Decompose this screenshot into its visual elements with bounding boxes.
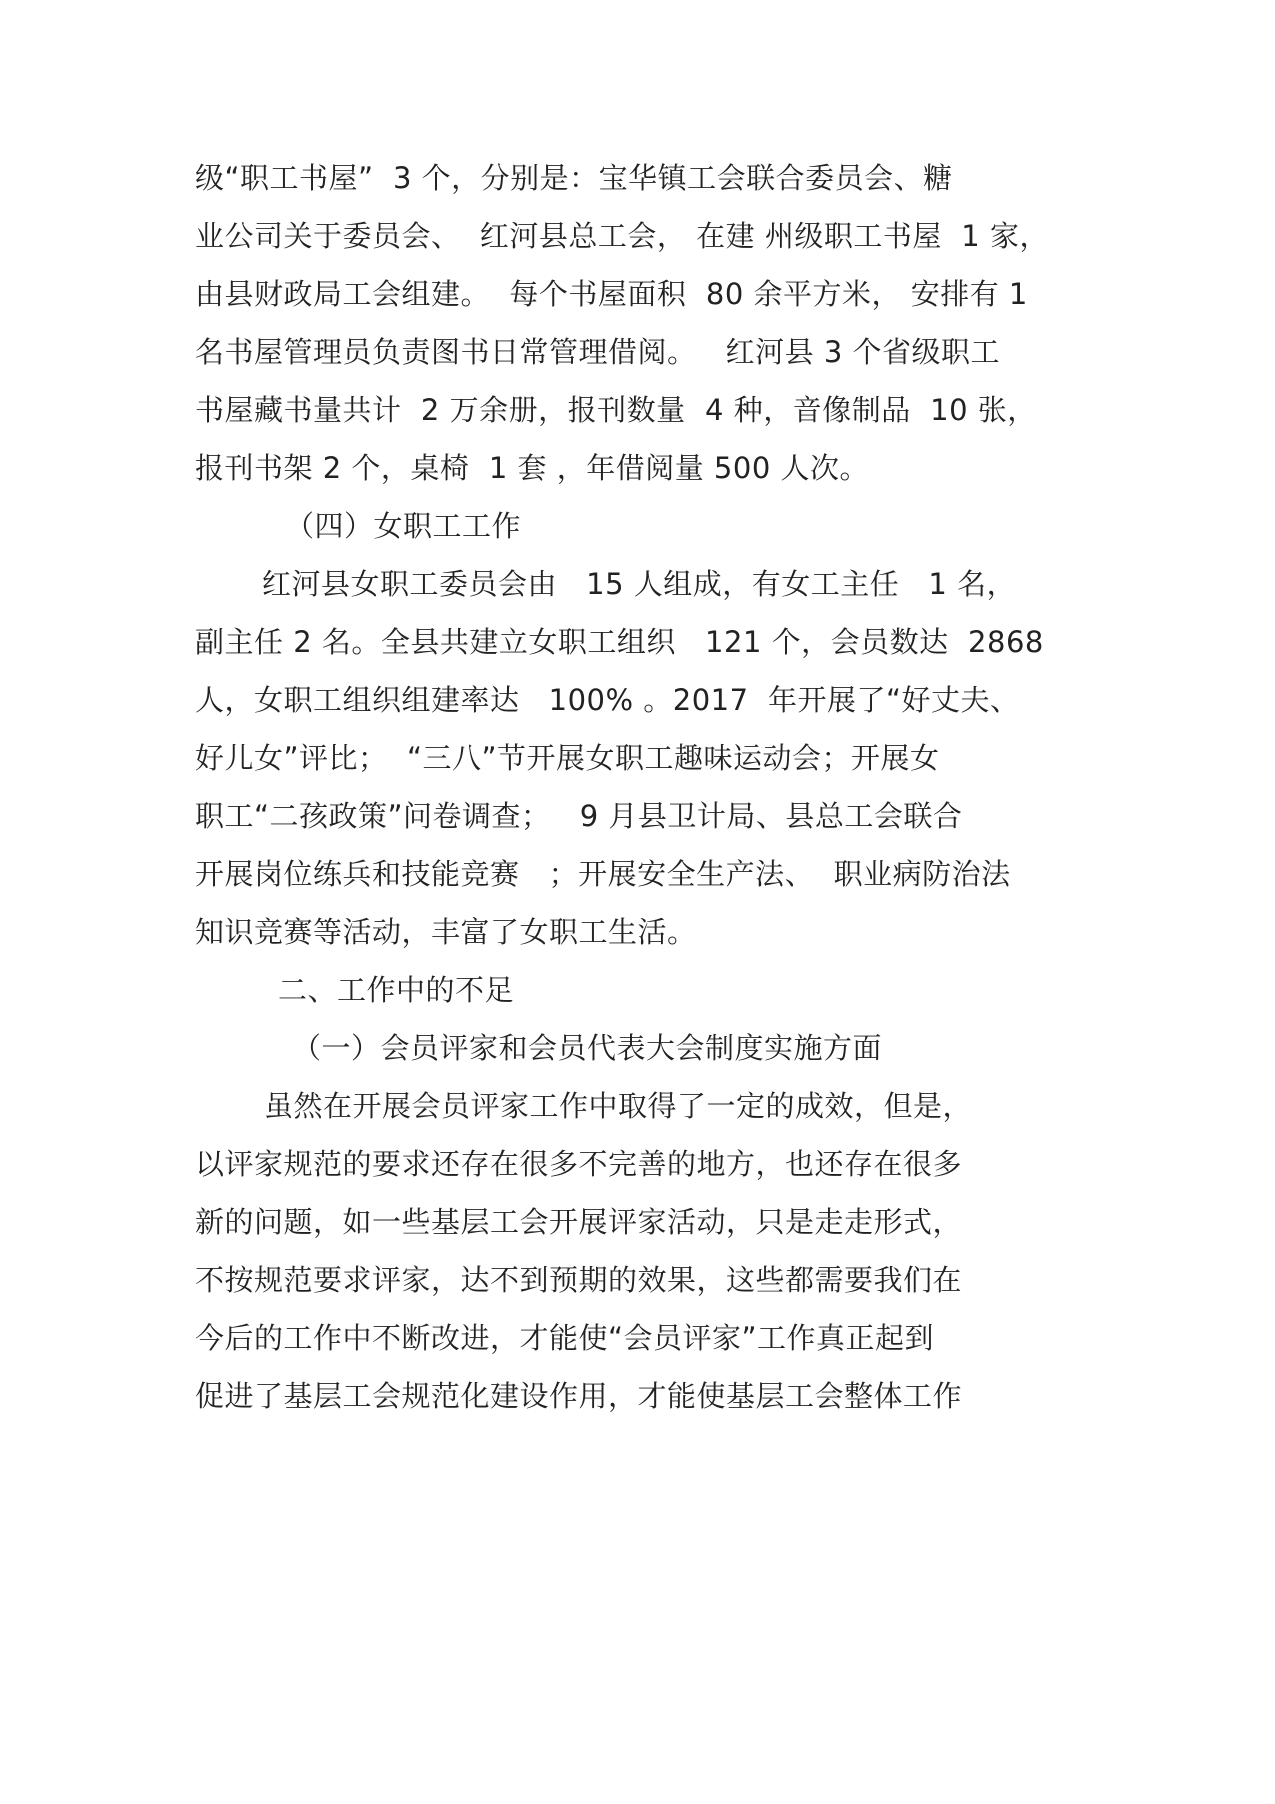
section-heading: （四）女职工工作: [285, 509, 522, 543]
text-line: 报刊书架 2 个，桌椅 1 套 ，年借阅量 500 人次。: [195, 451, 870, 485]
text-line: 知识竞赛等活动，丰富了女职工生活。: [195, 915, 697, 949]
paragraph-start: 虽然在开展会员评家工作中取得了一定的成效，但是，: [264, 1089, 973, 1123]
text-line: 副主任 2 名。全县共建立女职工组织 121 个，会员数达 2868: [195, 625, 1044, 659]
section-heading: 二、工作中的不足: [278, 973, 515, 1007]
text-line: 名书屋管理员负责图书日常管理借阅。 红河县 3 个省级职工: [195, 335, 1001, 369]
subsection-heading: （一）会员评家和会员代表大会制度实施方面: [292, 1031, 883, 1065]
text-line: 人，女职工组织组建率达 100% 。2017 年开展了“好丈夫、: [195, 683, 1020, 717]
text-line: 开展岗位练兵和技能竞赛 ；开展安全生产法、 职业病防治法: [195, 857, 1011, 891]
text-line: 不按规范要求评家，达不到预期的效果，这些都需要我们在: [195, 1263, 963, 1297]
text-line: 书屋藏书量共计 2 万余册，报刊数量 4 种，音像制品 10 张，: [195, 393, 1037, 427]
text-line: 业公司关于委员会、 红河县总工会， 在建 州级职工书屋 1 家，: [195, 219, 1049, 253]
text-line: 促进了基层工会规范化建设作用，才能使基层工会整体工作: [195, 1379, 963, 1413]
text-line: 由县财政局工会组建。 每个书屋面积 80 余平方米， 安排有 1: [195, 277, 1028, 311]
text-line: 级“职工书屋” 3 个，分别是：宝华镇工会联合委员会、糖: [195, 161, 953, 195]
text-line: 职工“二孩政策”问卷调查； 9 月县卫计局、县总工会联合: [195, 799, 963, 833]
paragraph-start: 红河县女职工委员会由 15 人组成，有女工主任 1 名，: [262, 567, 1017, 601]
text-line: 新的问题，如一些基层工会开展评家活动，只是走走形式，: [195, 1205, 963, 1239]
text-line: 以评家规范的要求还存在很多不完善的地方，也还存在很多: [195, 1147, 963, 1181]
text-line: 好儿女”评比； “三八”节开展女职工趣味运动会；开展女: [195, 741, 940, 775]
text-line: 今后的工作中不断改进，才能使“会员评家”工作真正起到: [195, 1321, 935, 1355]
